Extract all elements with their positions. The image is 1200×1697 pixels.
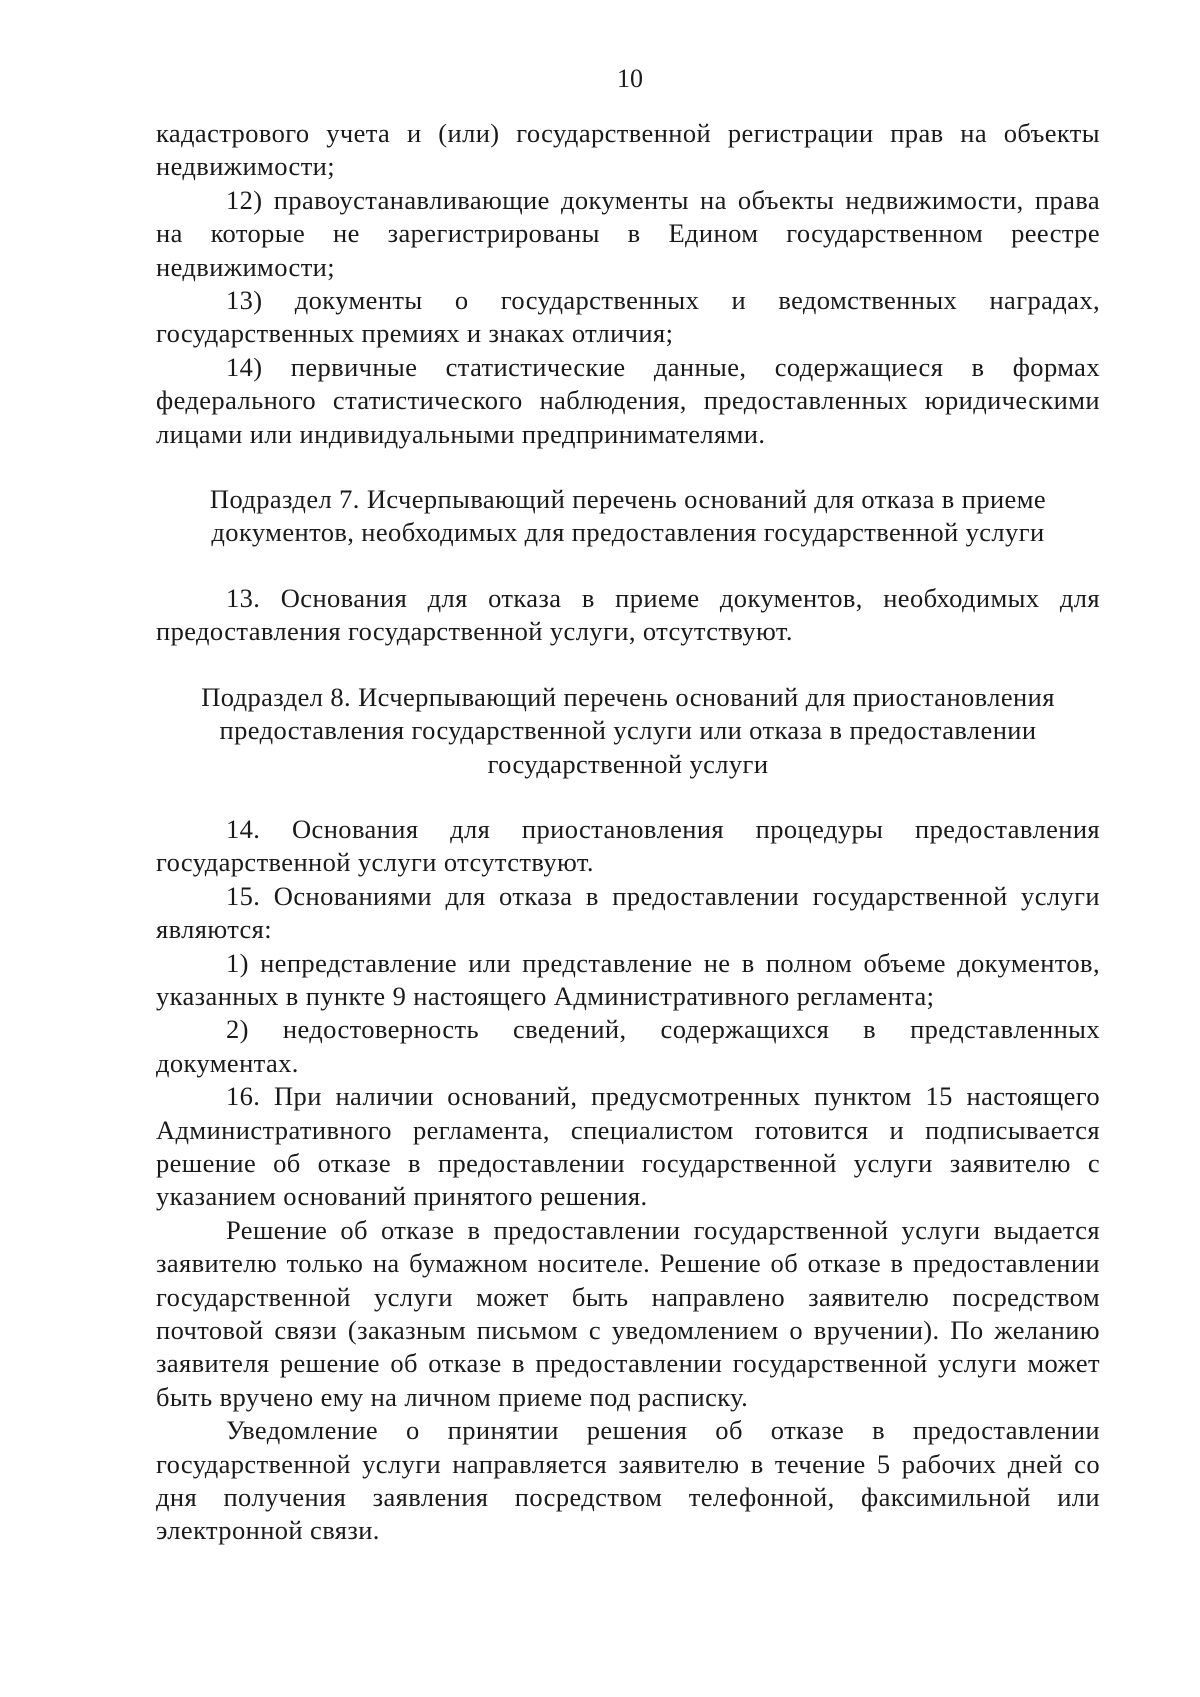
paragraph-15-item-1: 1) непредставление или представление не в полном объеме документов, указанных в пункте 9 настоящего Административного регламента; <box>156 947 1100 1011</box>
paragraph-15: 15. Основаниями для отказа в предоставлении государственной услуги являются: <box>156 880 1100 945</box>
paragraph-14: 14. Основания для приостановления процедуры предоставления государственной услуги отсутствуют. <box>156 813 1100 878</box>
page-number: 10 <box>617 64 643 93</box>
list-item-12: 12) правоустанавливающие документы на объекты недвижимости, права на которые не зарегистрированы в Едином государственном реестре недвижимости; <box>156 184 1100 282</box>
paragraph-notification: Уведомление о принятии решения об отказе в предоставлении государственной услуги направляется заявителю в течение 5 рабочих дней со дня получения заявления посредством телефонной, факсимильной или электронной связи. <box>156 1415 1100 1546</box>
paragraph-16: 16. При наличии оснований, предусмотренных пунктом 15 настоящего Административного регламента, специалистом готовится и подписывается решение об отказе в предоставлении государственной услуги заявителю с указанием оснований принятого решения. <box>156 1081 1100 1212</box>
subsection-8-heading: Подраздел 8. Исчерпывающий перечень оснований для приостановления предоставления государственной услуги или отказа в предоставлении государственной услуги <box>201 681 1055 779</box>
paragraph-refusal-decision: Решение об отказе в предоставлении государственной услуги выдается заявителю только на бумажном носителе. Решение об отказе в предоставлении государственной услуги может быть направлено заявителю посредством почтовой связи (заказным письмом с уведомлением о вручении). По желанию заявителя решение об отказе в предоставлении государственной услуги может быть вручено ему на личном приеме под расписку. <box>156 1214 1100 1412</box>
subsection-7-heading: Подраздел 7. Исчерпывающий перечень оснований для отказа в приеме документов, необходимых для предоставления государственной услуги <box>209 484 1047 548</box>
paragraph-15-item-2: 2) недостоверность сведений, содержащихся в представленных документах. <box>156 1014 1100 1078</box>
list-item-13: 13) документы о государственных и ведомственных наградах, государственных премиях и знаках отличия; <box>156 285 1100 349</box>
document-body <box>156 117 1100 1548</box>
list-item-14: 14) первичные статистические данные, содержащиеся в формах федерального статистического наблюдения, предоставленных юридическими лицами или индивидуальными предпринимателями. <box>156 351 1100 449</box>
paragraph-13: 13. Основания для отказа в приеме документов, необходимых для предоставления государственной услуги, отсутствуют. <box>156 582 1100 647</box>
paragraph-continuation: кадастрового учета и (или) государственной регистрации прав на объекты недвижимости; <box>156 118 1100 182</box>
